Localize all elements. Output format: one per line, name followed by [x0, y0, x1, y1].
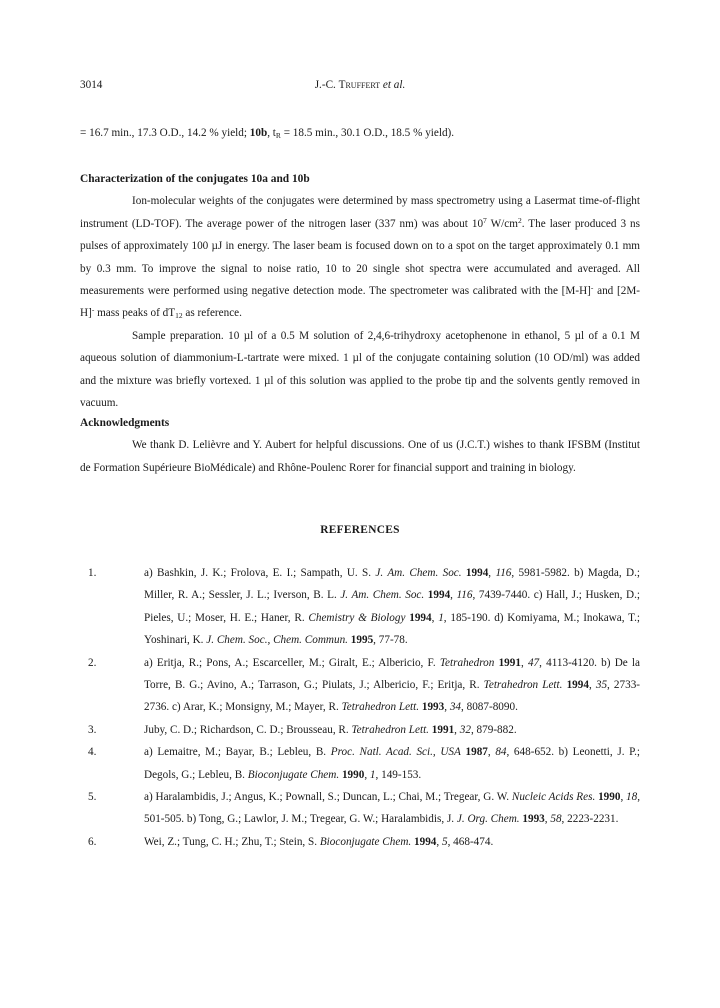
references-section	[80, 519, 640, 541]
reference-item: 4. a) Lemaitre, M.; Bayar, B.; Lebleu, B. Proc. Natl. Acad. Sci., USA 1987, 84, 648-652. b) Leonetti, J. P.; Degols, G.; Lebleu, B. Bioconjugate Chem. 1990, 1, 149-153.	[88, 746, 641, 781]
reference-item: 2. a) Eritja, R.; Pons, A.; Escarceller, M.; Giralt, E.; Albericio, F. Tetrahedron 1991, 47, 4113-4120. b) De la Torre, B. G.; Avino, A.; Tarrason, G.; Piulats, J.; Albericio, F.; Eritja, R. Tetrahedron Lett. 1994, 35, 2733-2736. c) Arar, K.; Monsigny, M.; Mayer, R. Tetrahedron Lett. 1993, 34, 8087-8090.	[88, 656, 641, 714]
running-head: J.-C. Truffert et al.	[314, 79, 406, 91]
section-heading: Characterization of the conjugates 10a and 10b	[80, 173, 310, 185]
acknowledgments-section	[80, 412, 640, 479]
section-heading: REFERENCES	[320, 524, 400, 536]
characterization-section	[80, 168, 640, 414]
section-heading: Acknowledgments	[80, 417, 170, 429]
intro-line: = 16.7 min., 17.3 O.D., 14.2 % yield; 10b, $t_R = 18.5$ min., 30.1 O.D., 18.5 % yield).	[80, 127, 455, 140]
paragraph: We thank D. Lelièvre and Y. Aubert for helpful discussions. One of us (J.C.T.) wishes to thank IFSBM (Institut de Formation Supérieure BioMédicale) and Rhône-Poulenc Rorer for financial support and training in biology.	[80, 439, 640, 474]
reference-list	[80, 562, 640, 853]
reference-item: 3. Juby, C. D.; Richardson, C. D.; Brousseau, R. Tetrahedron Lett. 1991, 32, 879-882.	[88, 723, 517, 736]
page-header	[80, 74, 640, 94]
reference-item: 1. a) Bashkin, J. K.; Frolova, E. I.; Sampath, U. S. J. Am. Chem. Soc. 1994, 116, 5981-5982. b) Magda, D.; Miller, R. A.; Sessler, J. L.; Iverson, B. L. J. Am. Chem. Soc. 1994, 116, 7439-7440. c) Hall, J.; Husken, D.; Pieles, U.; Moser, H. E.; Haner, R. Chemistry & Biology 1994, 1, 185-190. d) Komiyama, M.; Inokawa, T.; Yoshinari, K. J. Chem. Soc., Chem. Commun. 1995, 77-78.	[88, 567, 641, 647]
page-number: 3014	[80, 79, 103, 91]
paragraph: Ion-molecular weights of the conjugates were determined by mass spectrometry using a Lasermat time-of-flight instrument (LD-TOF). The average power of the nitrogen laser (337 nm) was about $10^7$ $W/cm^2$. The laser produced 3 ns pulses of approximately 100 µJ in energy. The laser beam is focused down on to a spot on the target approximately 0.1 mm by 0.3 mm. To improve the signal to noise ratio, 10 to 20 single shot spectra were accumulated and averaged. All measurements were performed using negative detection mode. The spectrometer was calibrated with the [M-H]- and [2M-H]- mass peaks of $dT_{12}$ as reference.	[80, 195, 640, 321]
reference-item: 6. Wei, Z.; Tung, C. H.; Zhu, T.; Stein, S. Bioconjugate Chem. 1994, 5, 468-474.	[88, 835, 494, 848]
paragraph: Sample preparation. 10 µl of a 0.5 M solution of 2,4,6-trihydroxy acetophenone in ethanol, 5 µl of a 0.1 M aqueous solution of diammonium-L-tartrate were mixed. 1 µl of the conjugate containing solution (10 OD/ml) was added and the mixture was briefly vortexed. 1 µl of this solution was applied to the probe tip and the solvents gently removed in vacuum.	[80, 329, 640, 410]
author-surname: Truffert	[338, 79, 381, 91]
reference-item: 5. a) Haralambidis, J.; Angus, K.; Pownall, S.; Duncan, L.; Chai, M.; Tregear, G. W. Nucleic Acids Res. 1990, 18, 501-505. b) Tong, G.; Lawlor, J. M.; Tregear, G. W.; Haralambidis, J. J. Org. Chem. 1993, 58, 2223-2231.	[88, 791, 641, 826]
